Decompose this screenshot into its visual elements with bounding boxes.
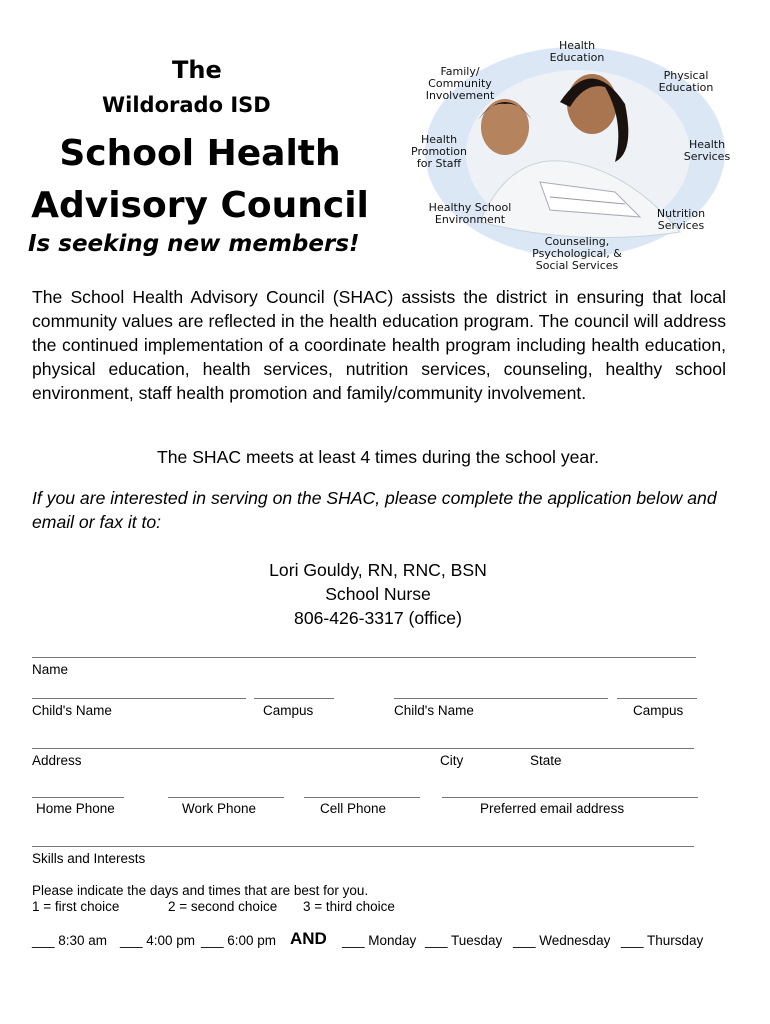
tuesday-option[interactable]: ___ Tuesday <box>425 933 503 948</box>
child-name-field-1[interactable] <box>32 698 246 699</box>
campus-field-2[interactable] <box>617 698 697 699</box>
wednesday-option[interactable]: ___ Wednesday <box>513 933 611 948</box>
contact-block <box>0 558 756 630</box>
skills-field[interactable] <box>32 846 694 847</box>
seeking-tagline: Is seeking new members! <box>28 231 360 257</box>
home-phone-field[interactable] <box>32 797 124 798</box>
interest-instructions: If you are interested in serving on the SHAC, please complete the application below and email or fax it to: <box>32 488 717 532</box>
name-label: Name <box>32 662 69 677</box>
contact-phone: 806-426-3317 (office) <box>294 608 462 628</box>
label-counseling: Counseling, Psychological, & Social Services <box>532 235 622 272</box>
email-label: Preferred email address <box>480 801 625 816</box>
campus-label-2: Campus <box>633 703 684 718</box>
time-830-option[interactable]: ___ 8:30 am <box>32 933 108 948</box>
label-health-education: Health Education <box>549 39 605 64</box>
first-choice-key: 1 = first choice <box>32 899 120 914</box>
campus-field-1[interactable] <box>254 698 334 699</box>
third-choice-key: 3 = third choice <box>303 899 395 914</box>
campus-label-1: Campus <box>263 703 314 718</box>
contact-name: Lori Gouldy, RN, RNC, BSN <box>269 560 487 580</box>
child-name-label-1: Child's Name <box>32 703 112 718</box>
child-name-field-2[interactable] <box>394 698 608 699</box>
second-choice-key: 2 = second choice <box>168 899 278 914</box>
header-the: The <box>172 56 222 84</box>
district-name: Wildorado ISD <box>102 93 271 117</box>
page-title <box>30 128 370 232</box>
thursday-option[interactable]: ___ Thursday <box>621 933 704 948</box>
label-nutrition-services: Nutrition Services <box>656 207 706 232</box>
and-separator: AND <box>290 929 327 948</box>
title-line-1: School Health <box>59 133 341 174</box>
label-health-promotion: Health Promotion for Staff <box>411 133 467 170</box>
city-label: City <box>440 753 464 768</box>
contact-role: School Nurse <box>325 584 431 604</box>
child-name-label-2: Child's Name <box>394 703 474 718</box>
label-healthy-environment: Healthy School Environment <box>428 201 512 226</box>
email-field[interactable] <box>442 797 698 798</box>
work-phone-label: Work Phone <box>182 801 257 816</box>
home-phone-label: Home Phone <box>36 801 115 816</box>
time-600-option[interactable]: ___ 6:00 pm <box>201 933 277 948</box>
cell-phone-label: Cell Phone <box>320 801 387 816</box>
title-line-2: Advisory Council <box>31 185 369 226</box>
time-400-option[interactable]: ___ 4:00 pm <box>120 933 196 948</box>
intro-paragraph: The School Health Advisory Council (SHAC) assists the district in ensuring that local community values are reflected in the health education program. The council will address the continued implementation of a coordinate health program including health education, physical education, health services, nutrition services, counseling, healthy school environment, staff health promotion and family/community involvement. <box>32 287 726 403</box>
state-label: State <box>530 753 562 768</box>
work-phone-field[interactable] <box>168 797 284 798</box>
health-components-wheel <box>400 32 740 272</box>
label-physical-education: Physical Education <box>658 69 714 94</box>
skills-label: Skills and Interests <box>32 851 146 866</box>
monday-option[interactable]: ___ Monday <box>342 933 417 948</box>
label-family-community: Family/ Community Involvement <box>425 65 495 102</box>
cell-phone-field[interactable] <box>304 797 420 798</box>
meeting-frequency: The SHAC meets at least 4 times during the school year. <box>156 447 599 467</box>
address-label: Address <box>32 753 82 768</box>
availability-instructions: Please indicate the days and times that are best for you. <box>32 883 369 898</box>
name-field[interactable] <box>32 657 696 658</box>
label-health-services: Health Services <box>683 138 731 163</box>
address-field[interactable] <box>32 748 694 749</box>
